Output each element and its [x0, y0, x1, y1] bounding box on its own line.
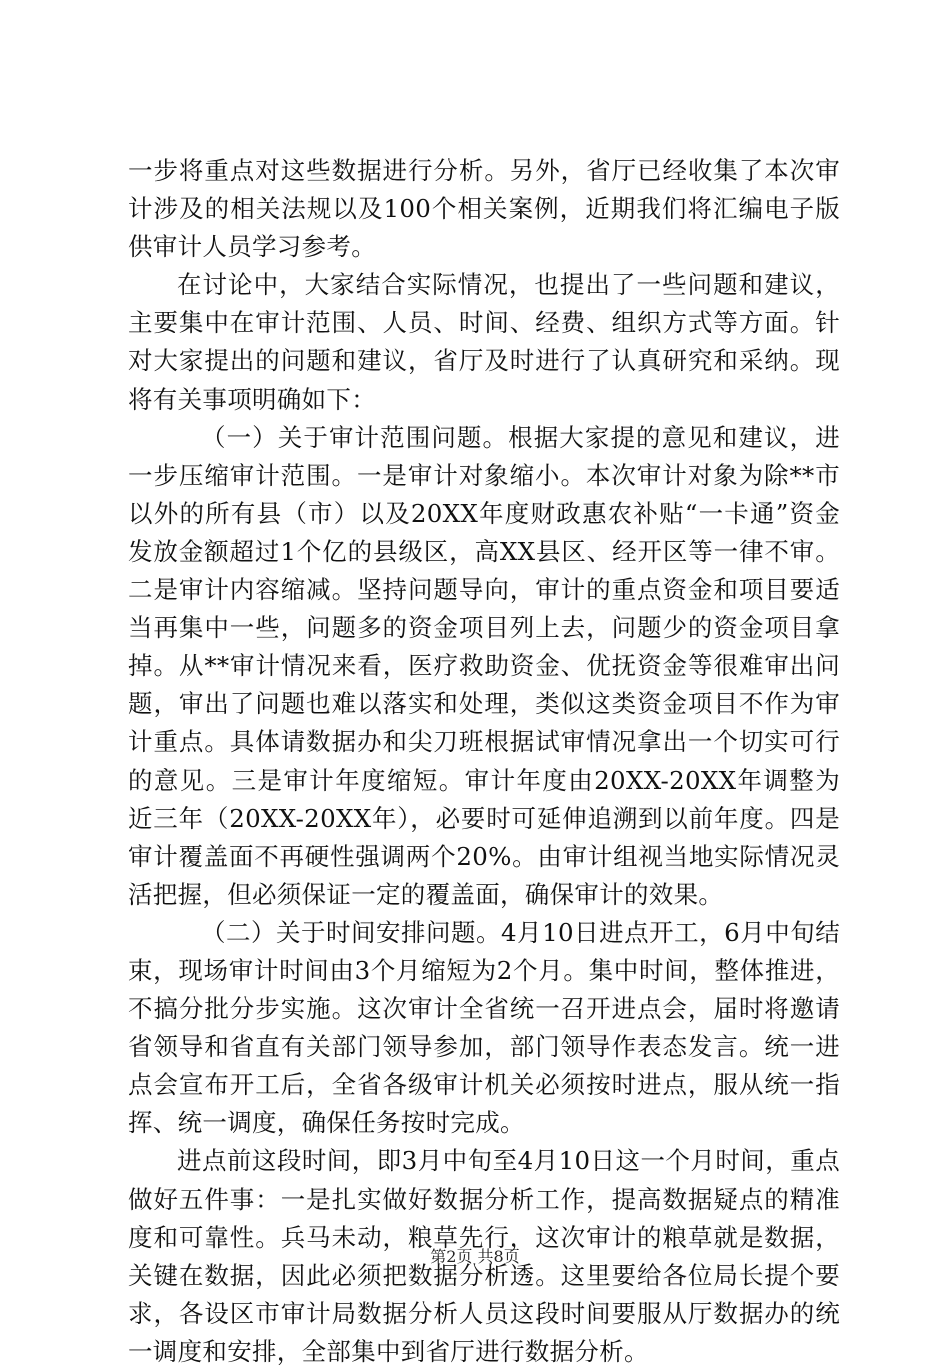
- paragraph-continuation: 一步将重点对这些数据进行分析。另外，省厅已经收集了本次审计涉及的相关法规以及100个相关案例，近期我们将汇编电子版供审计人员学习参考。: [128, 156, 840, 262]
- page-footer: 第2页 共8页: [430, 1247, 520, 1266]
- document-body: [128, 152, 840, 1371]
- paragraph-discussion: 在讨论中，大家结合实际情况，也提出了一些问题和建议，主要集中在审计范围、人员、时间、经费、组织方式等方面。针对大家提出的问题和建议，省厅及时进行了认真研究和采纳。现将有关事项明确如下：: [128, 270, 840, 414]
- paragraph-schedule: （二）关于时间安排问题。4月10日进点开工，6月中旬结束，现场审计时间由3个月缩短为2个月。集中时间，整体推进，不搞分批分步实施。这次审计全省统一召开进点会，届时将邀请省领导和省直有关部门领导参加，部门领导作表态发言。统一进点会宣布开工后，全省各级审计机关必须按时进点，服从统一指挥、统一调度，确保任务按时完成。: [128, 917, 840, 1138]
- paragraph-preparation: 进点前这段时间，即3月中旬至4月10日这一个月时间，重点做好五件事：一是扎实做好数据分析工作，提高数据疑点的精准度和可靠性。兵马未动，粮草先行，这次审计的粮草就是数据，关键在数据，因此必须把数据分析透。这里要给各位局长提个要求，各设区市审计局数据分析人员这段时间要服从厅数据办的统一调度和安排，全部集中到省厅进行数据分析。: [128, 1146, 840, 1366]
- paragraph-audit-scope: （一）关于审计范围问题。根据大家提的意见和建议，进一步压缩审计范围。一是审计对象缩小。本次审计对象为除**市以外的所有县（市）以及20XX年度财政惠农补贴“一卡通”资金发放金额超过1个亿的县级区，高XX县区、经开区等一律不审。二是审计内容缩减。坚持问题导向，审计的重点资金和项目要适当再集中一些，问题多的资金项目列上去，问题少的资金项目拿掉。从**审计情况来看，医疗救助资金、优抚资金等很难审出问题，审出了问题也难以落实和处理，类似这类资金项目不作为审计重点。具体请数据办和尖刀班根据试审情况拿出一个切实可行的意见。三是审计年度缩短。审计年度由20XX-20XX年调整为近三年（20XX-20XX年），必要时可延伸追溯到以前年度。四是审计覆盖面不再硬性强调两个20%。由审计组视当地实际情况灵活把握，但必须保证一定的覆盖面，确保审计的效果。: [128, 422, 840, 909]
